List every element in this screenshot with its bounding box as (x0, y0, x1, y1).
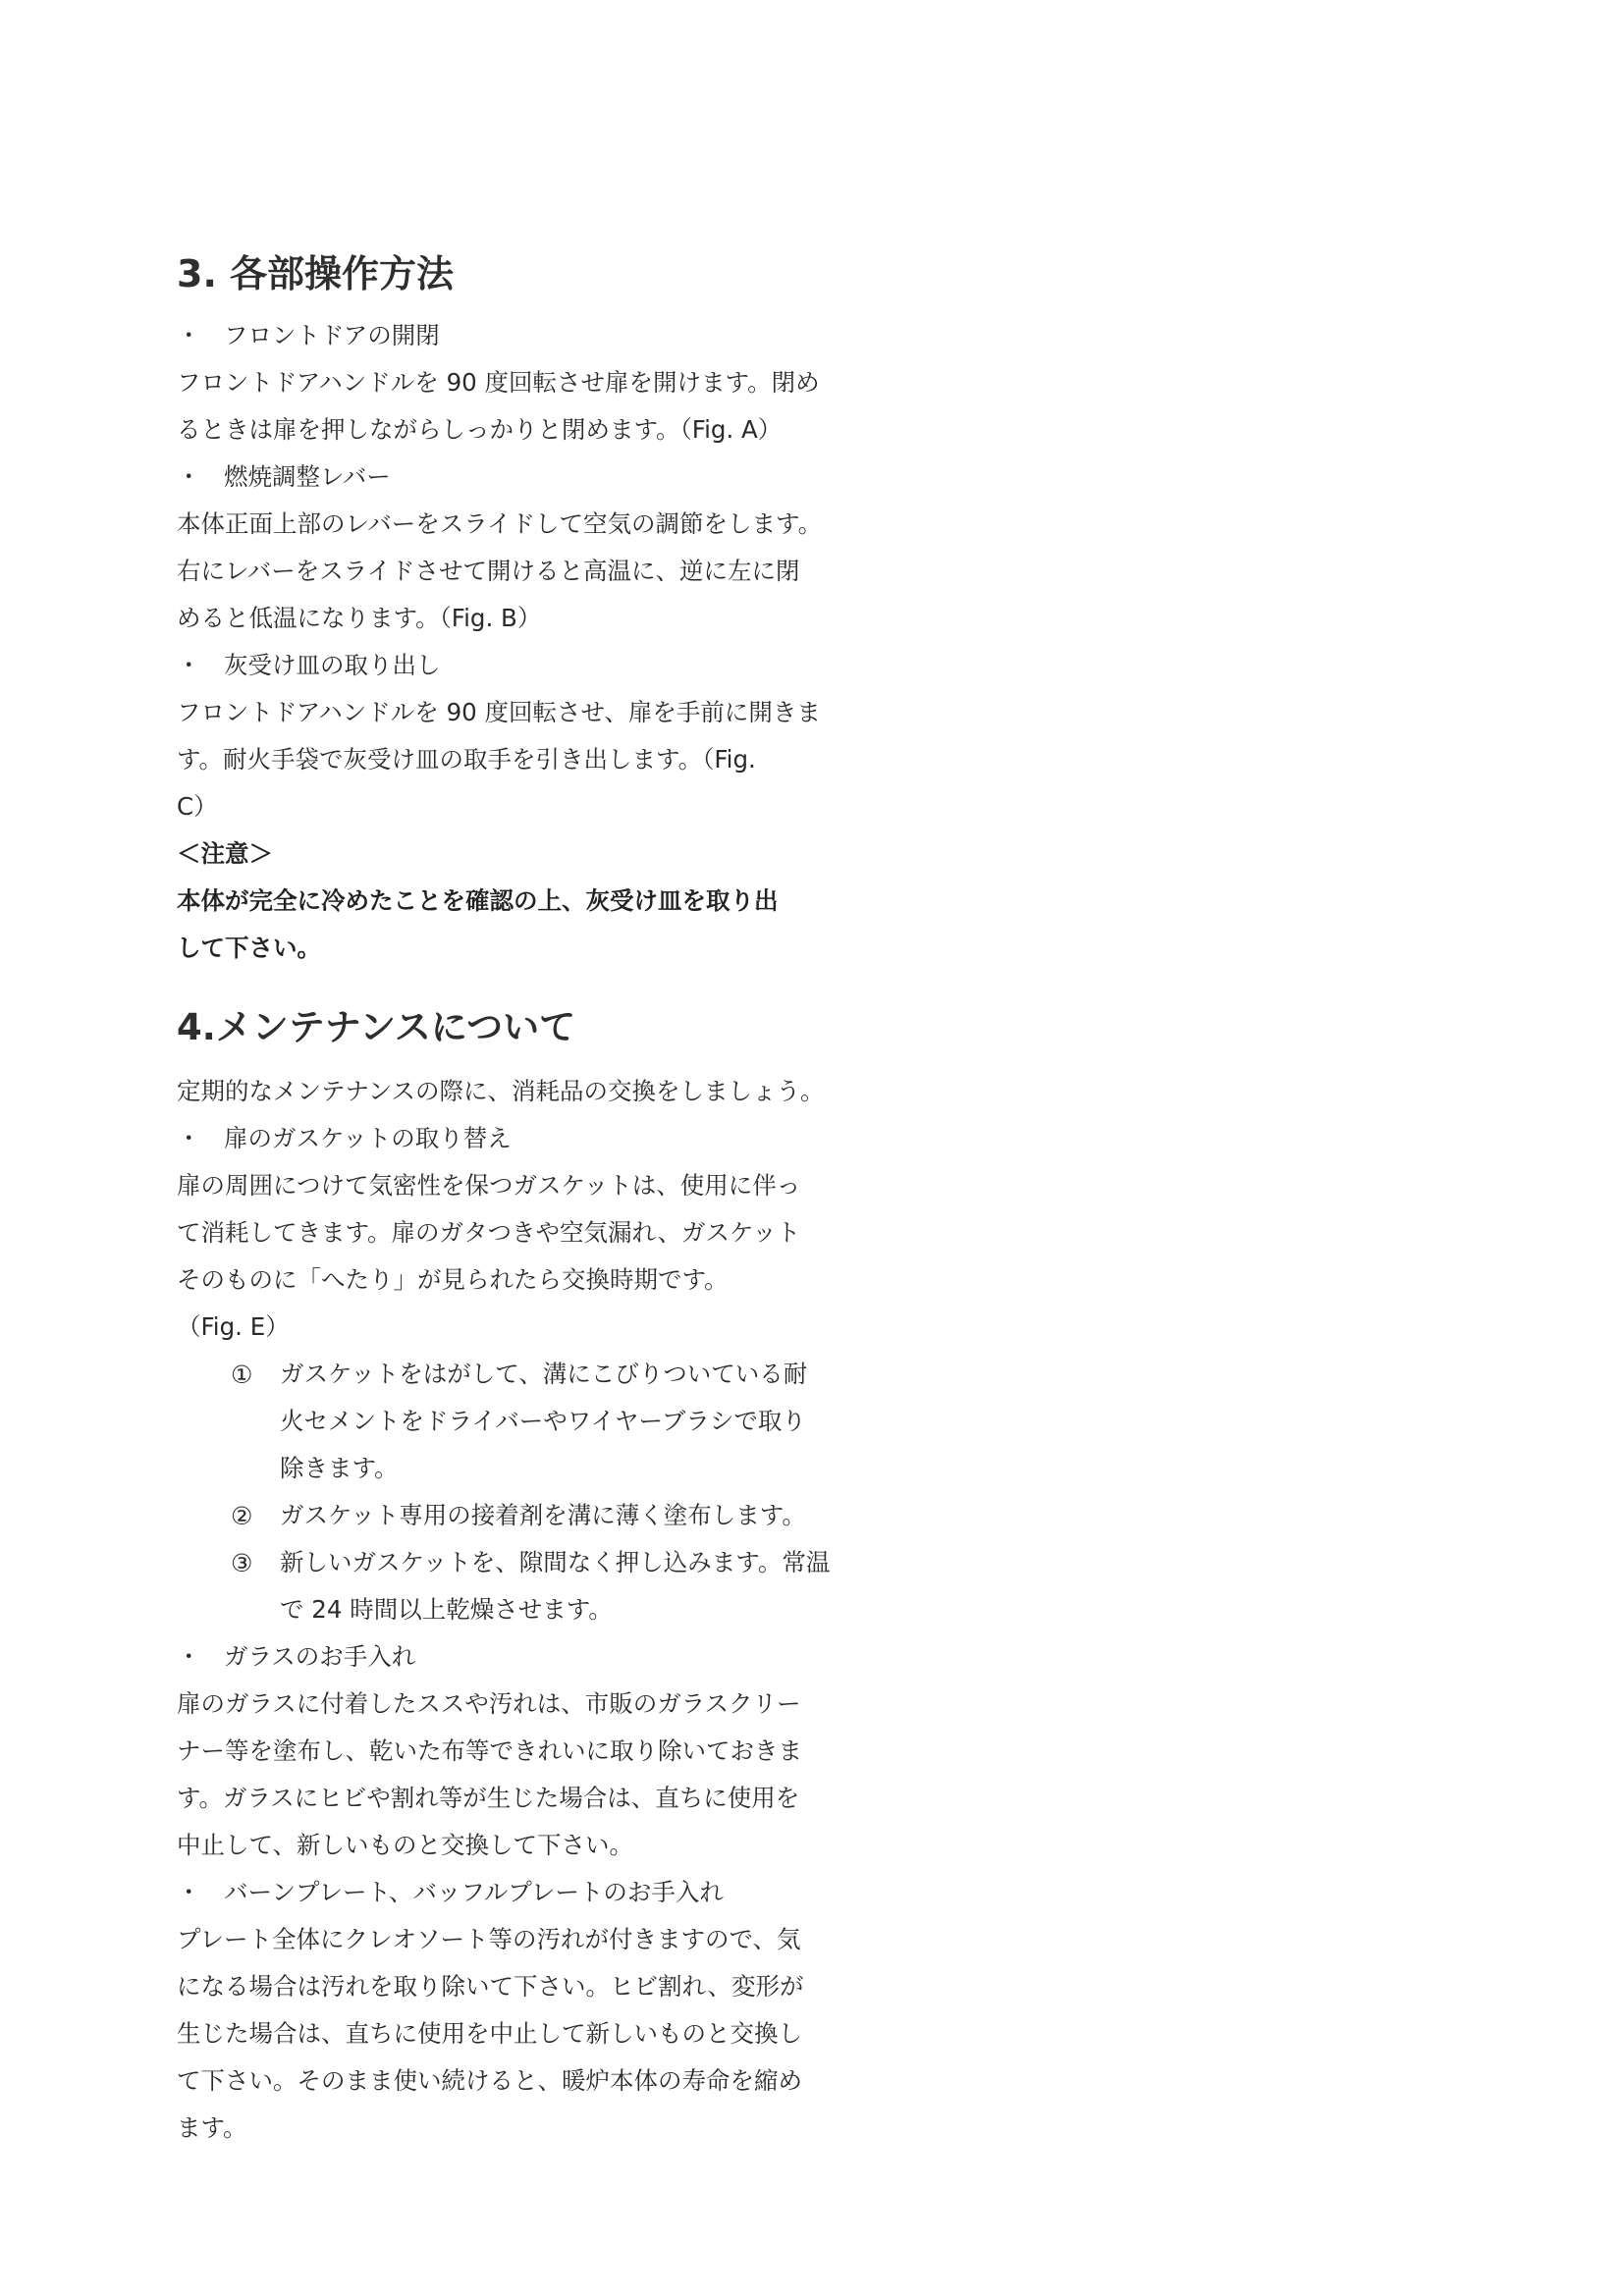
step-line: ガスケット専用の接着剤を溝に薄く塗布します。 (280, 1501, 806, 1529)
step-line: で 24 時間以上乾燥させます。 (280, 1595, 613, 1624)
paragraph-line: 扉のガラスに付着したススや汚れは、市販のガラスクリー (177, 1689, 801, 1718)
caution-line: して下さい。 (177, 934, 321, 962)
step-line: ガスケットをはがして、溝にこびりついている耐 (280, 1360, 808, 1388)
paragraph-line: C） (177, 792, 218, 821)
paragraph-line: て消耗してきます。扉のガタつきや空気漏れ、ガスケット (177, 1218, 801, 1247)
bullet-heading: フロントドアの開閉 (224, 321, 440, 349)
bullet-heading: 燃焼調整レバー (224, 462, 391, 491)
paragraph-line: フロントドアハンドルを 90 度回転させ、扉を手前に開きま (177, 698, 821, 726)
section-4-heading: 4.メンテナンスについて (177, 1006, 576, 1048)
paragraph-line: 扉の周囲につけて気密性を保つガスケットは、使用に伴っ (177, 1171, 801, 1200)
section-4-intro: 定期的なメンテナンスの際に、消耗品の交換をしましょう。 (177, 1077, 825, 1105)
paragraph-line: そのものに「へたり」が見られたら交換時期です。 (177, 1265, 729, 1294)
paragraph-line: て下さい。そのまま使い続けると、暖炉本体の寿命を縮め (177, 2066, 802, 2095)
bullet-glass-care (177, 1642, 416, 1671)
paragraph-line: す。ガラスにヒビや割れ等が生じた場合は、直ちに使用を (177, 1784, 800, 1812)
paragraph-line: になる場合は汚れを取り除いて下さい。ヒビ割れ、変形が (177, 1972, 804, 2001)
bullet-mark: ・ (177, 1878, 201, 1906)
paragraph-line: 右にレバーをスライドさせて開けると高温に、逆に左に閉 (177, 557, 800, 585)
bullet-front-door (177, 321, 440, 349)
bullet-mark: ・ (177, 1642, 201, 1671)
bullet-gasket (177, 1124, 512, 1152)
paragraph-line: 生じた場合は、直ちに使用を中止して新しいものと交換し (177, 2019, 802, 2048)
paragraph-line: ナー等を塗布し、乾いた布等できれいに取り除いておきま (177, 1736, 802, 1765)
paragraph-line: プレート全体にクレオソート等の汚れが付きますので、気 (177, 1925, 801, 1953)
paragraph-line: 中止して、新しいものと交換して下さい。 (177, 1831, 634, 1859)
section-3-number: 3. (177, 252, 217, 295)
section-3-heading (177, 243, 454, 297)
step-number: ② (231, 1502, 253, 1530)
bullet-mark: ・ (177, 651, 201, 679)
step-line: 新しいガスケットを、隙間なく押し込みます。常温 (280, 1548, 831, 1576)
bullet-heading: 灰受け皿の取り出し (224, 651, 441, 679)
paragraph-line: す。耐火手袋で灰受け皿の取手を引き出します。（Fig. (177, 745, 756, 774)
paragraph-line: ます。 (177, 2113, 247, 2142)
caution-line: 本体が完全に冷めたことを確認の上、灰受け皿を取り出 (177, 886, 779, 915)
bullet-mark: ・ (177, 462, 201, 491)
step-line: 除きます。 (280, 1454, 399, 1482)
section-3-title: 各部操作方法 (230, 252, 455, 295)
step-number: ③ (231, 1549, 253, 1577)
paragraph-line: めると低温になります。（Fig. B） (177, 604, 542, 632)
bullet-ash-tray (177, 651, 441, 679)
paragraph-line: 本体正面上部のレバーをスライドして空気の調節をします。 (177, 509, 823, 538)
bullet-plate-care (177, 1878, 724, 1906)
bullet-mark: ・ (177, 1124, 201, 1152)
step-line: 火セメントをドライバーやワイヤーブラシで取り (280, 1407, 806, 1435)
figure-reference: （Fig. E） (177, 1312, 290, 1341)
bullet-mark: ・ (177, 321, 201, 349)
bullet-combustion-lever (177, 462, 391, 491)
bullet-heading: バーンプレート、バッフルプレートのお手入れ (224, 1878, 724, 1906)
step-number: ① (231, 1361, 253, 1389)
bullet-heading: 扉のガスケットの取り替え (224, 1124, 512, 1152)
paragraph-line: るときは扉を押しながらしっかりと閉めます。（Fig. A） (177, 415, 783, 444)
bullet-heading: ガラスのお手入れ (224, 1642, 416, 1671)
paragraph-line: フロントドアハンドルを 90 度回転させ扉を開けます。閉め (177, 368, 820, 397)
caution-title: ＜注意＞ (177, 839, 273, 868)
